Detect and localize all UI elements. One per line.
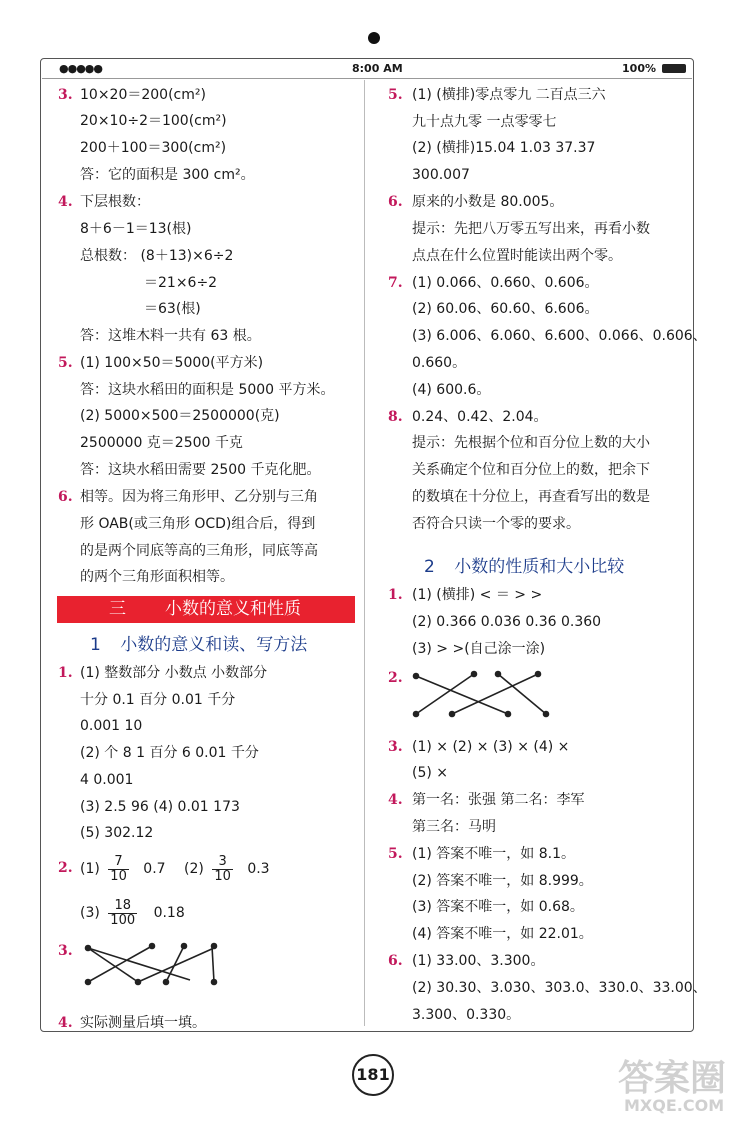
question-number: 3. (58, 87, 73, 103)
answer-line: 20×10÷2＝100(cm²) (80, 113, 227, 129)
question-number: 1. (388, 587, 403, 603)
answer-line: 关系确定个位和百分位上的数，把余下 (412, 462, 650, 478)
numerator: 18 (108, 899, 137, 914)
battery-icon (662, 64, 686, 73)
question-number: 5. (388, 87, 403, 103)
part-label: (3) (80, 905, 100, 921)
question-number: 2. (388, 670, 403, 686)
fraction (108, 855, 129, 884)
answer-line: (5) 302.12 (80, 825, 154, 841)
answer-line: (5) × (412, 765, 449, 781)
answer-line: 第三名：马明 (412, 819, 496, 835)
decimal-value: 0.7 (143, 861, 166, 877)
chapter-title: 小数的意义和性质 (165, 599, 301, 619)
answer-line: (2) (横排)15.04 1.03 37.37 (412, 140, 596, 156)
answer-line: ＝21×6÷2 (144, 275, 218, 291)
battery-percent: 100% (622, 62, 656, 75)
numerator: 7 (108, 855, 129, 870)
question-number: 3. (388, 739, 403, 755)
answer-line: (3) > >(自己涂一涂) (412, 641, 546, 657)
device-camera (368, 32, 380, 44)
answer-line: 形 OAB(或三角形 OCD)组合后，得到 (80, 516, 316, 532)
answer-line: 300.007 (412, 167, 470, 183)
answer-line: 实际测量后填一填。 (80, 1015, 206, 1031)
answer-line: (1) (横排) < ＝ > > (412, 587, 543, 603)
answer-line: 否符合只读一个零的要求。 (412, 516, 580, 532)
fraction (212, 855, 233, 884)
denominator: 10 (110, 868, 127, 884)
fraction-answer-line (80, 850, 270, 888)
part-label: (1) (80, 861, 100, 877)
chapter-part: 三 (109, 599, 126, 619)
answer-line: 2500000 克＝2500 千克 (80, 435, 243, 451)
answer-line: 九十点九零 一点零零七 (412, 114, 557, 130)
section-title: 小数的性质和大小比较 (454, 557, 625, 577)
question-number: 4. (58, 194, 73, 210)
section-heading (90, 630, 307, 655)
answer-line: 0.001 10 (80, 718, 143, 734)
answer-line: 点点在什么位置时能读出两个零。 (412, 248, 622, 264)
decimal-value: 0.18 (153, 905, 185, 921)
answer-line: 4 0.001 (80, 772, 134, 788)
status-bar (42, 60, 692, 79)
section-number: 2 (424, 557, 435, 577)
answer-line: 答：这块水稻田需要 2500 千克化肥。 (80, 462, 321, 478)
question-number: 1. (58, 665, 73, 681)
question-number: 2. (58, 860, 73, 876)
question-number: 4. (58, 1015, 73, 1031)
denominator: 100 (110, 912, 136, 928)
answer-line: 的数填在十分位上，再查看写出的数是 (412, 489, 650, 505)
answer-line: (1) × (2) × (3) × (4) × (412, 739, 570, 755)
section-title: 小数的意义和读、写方法 (120, 635, 308, 655)
answer-line: (3) 答案不唯一，如 0.68。 (412, 899, 584, 915)
answer-line: (1) 答案不唯一，如 8.1。 (412, 846, 575, 862)
section-number: 1 (90, 635, 101, 655)
answer-line: 0.24、0.42、2.04。 (412, 409, 548, 425)
answer-line: 相等。因为将三角形甲、乙分别与三角 (80, 489, 318, 505)
answer-line: (2) 60.06、60.60、6.606。 (412, 301, 599, 317)
signal-indicator: ●●●●● (59, 62, 102, 75)
answer-line: (1) 0.066、0.660、0.606。 (412, 275, 599, 291)
answer-line: (2) 个 8 1 百分 6 0.01 千分 (80, 745, 259, 761)
answer-line: 200＋100＝300(cm²) (80, 140, 227, 156)
answer-line: 十分 0.1 百分 0.01 千分 (80, 692, 236, 708)
question-number: 3. (58, 943, 73, 959)
answer-line: (1) 33.00、3.300。 (412, 953, 545, 969)
answer-line: (1) (横排)零点零九 二百点三六 (412, 87, 606, 103)
answer-line: 的是两个同底等高的三角形，同底等高 (80, 543, 318, 559)
fraction-answer-line (80, 894, 185, 932)
answer-line: ＝63(根) (144, 301, 201, 317)
answer-line: 10×20＝200(cm²) (80, 87, 206, 103)
answer-line: (2) 5000×500＝2500000(克) (80, 408, 280, 424)
answer-line: 的两个三角形面积相等。 (80, 569, 234, 585)
question-number: 6. (58, 489, 73, 505)
answer-line: 答：它的面积是 300 cm²。 (80, 167, 255, 183)
answer-line: 答：这块水稻田的面积是 5000 平方米。 (80, 382, 335, 398)
answer-line: (1) 100×50＝5000(平方米) (80, 355, 264, 371)
answer-line: (4) 答案不唯一，如 22.01。 (412, 926, 593, 942)
answer-line: (3) 2.5 96 (4) 0.01 173 (80, 799, 240, 815)
answer-line: (2) 答案不唯一，如 8.999。 (412, 873, 593, 889)
page-number: 181 (352, 1054, 394, 1096)
answer-line: 0.660。 (412, 355, 467, 371)
answer-line: (1) 整数部分 小数点 小数部分 (80, 665, 268, 681)
decimal-value: 0.3 (247, 861, 270, 877)
answer-line: 总根数： (8＋13)×6÷2 (80, 248, 234, 264)
answer-line: 答：这堆木料一共有 63 根。 (80, 328, 261, 344)
watermark (618, 1050, 738, 1118)
question-number: 6. (388, 953, 403, 969)
status-time: 8:00 AM (352, 62, 403, 75)
denominator: 10 (214, 868, 231, 884)
answer-line: 3.300、0.330。 (412, 1007, 521, 1023)
answer-line: 第一名：张强 第二名：李军 (412, 792, 585, 808)
fraction (108, 899, 137, 928)
watermark-logo-text: 答案圈 (618, 1058, 727, 1099)
answer-line: (4) 600.6。 (412, 382, 491, 398)
part-label: (2) (184, 861, 204, 877)
answer-line: 提示：先把八万零五写出来，再看小数 (412, 221, 650, 237)
question-number: 7. (388, 275, 403, 291)
answer-line: (2) 0.366 0.036 0.36 0.360 (412, 614, 602, 630)
answer-line: (2) 30.30、3.030、303.0、330.0、33.00、 (412, 980, 707, 996)
answer-line: 8＋6－1＝13(根) (80, 221, 192, 237)
answer-line: 下层根数： (80, 194, 150, 210)
answer-line: (3) 6.006、6.060、6.600、0.066、0.606、 (412, 328, 707, 344)
watermark-url: MXQE.COM (624, 1096, 725, 1115)
question-number: 5. (58, 355, 73, 371)
chapter-banner (57, 596, 355, 623)
answer-line: 原来的小数是 80.005。 (412, 194, 564, 210)
question-number: 5. (388, 846, 403, 862)
answer-line: 提示：先根据个位和百分位上数的大小 (412, 435, 650, 451)
section-heading (424, 552, 624, 577)
numerator: 3 (212, 855, 233, 870)
matching-lines-diagram (80, 940, 280, 992)
question-number: 4. (388, 792, 403, 808)
question-number: 6. (388, 194, 403, 210)
matching-lines-diagram (408, 666, 558, 720)
column-divider (364, 80, 365, 1026)
question-number: 8. (388, 409, 403, 425)
